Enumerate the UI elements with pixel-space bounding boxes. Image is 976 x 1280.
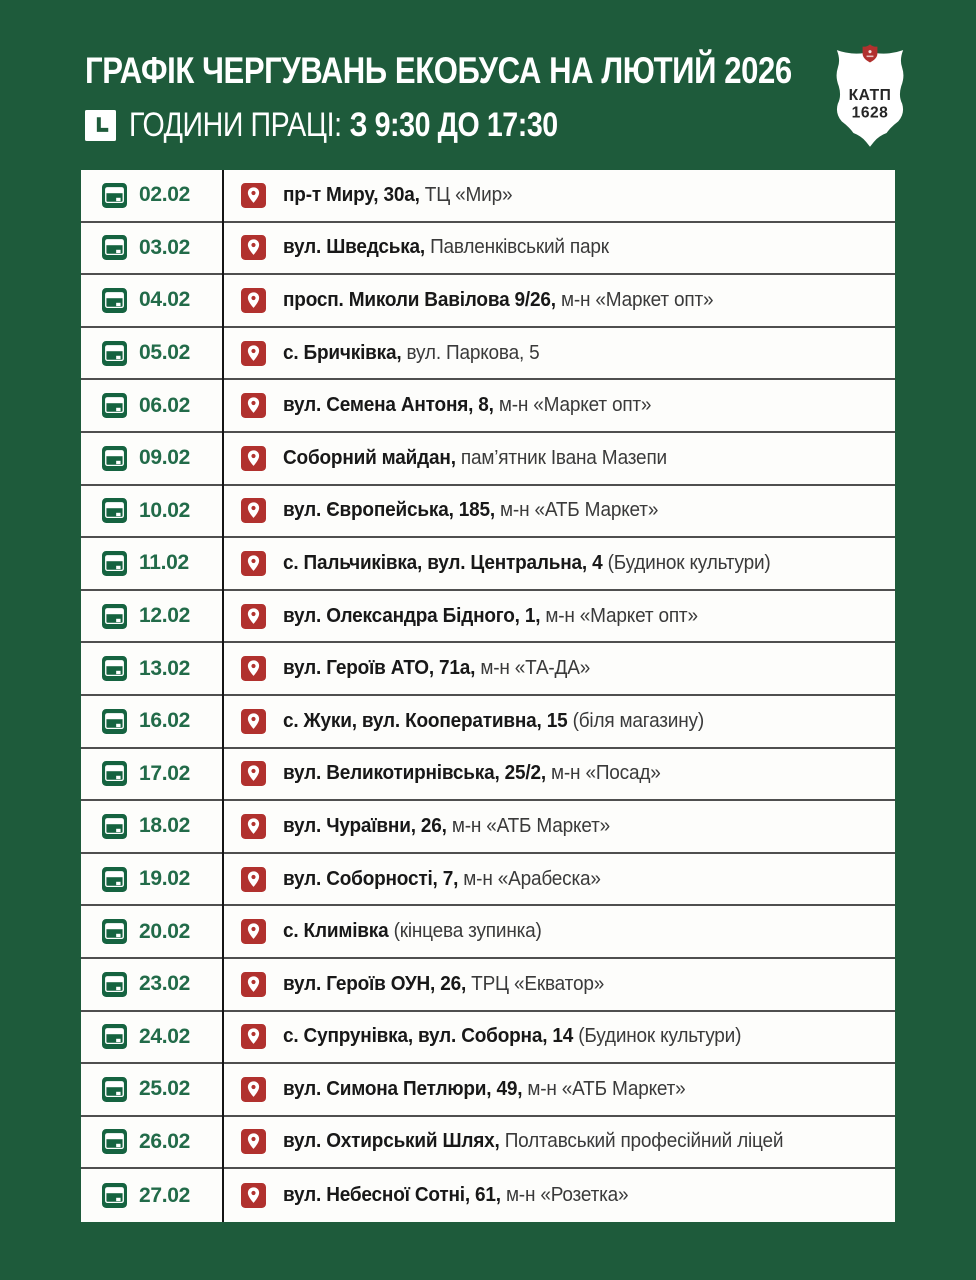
address-label xyxy=(283,973,604,996)
calendar-icon xyxy=(102,446,127,471)
address-detail: (біля магазину) xyxy=(572,709,704,732)
address-main: с. Жуки, вул. Кооперативна, 15 xyxy=(283,709,568,732)
clock-icon xyxy=(85,110,116,141)
calendar-icon xyxy=(102,761,127,786)
logo-line1: КАТП xyxy=(848,86,892,104)
calendar-icon xyxy=(102,919,127,944)
address-cell xyxy=(222,223,895,274)
address-detail: ТРЦ «Екватор» xyxy=(471,972,605,995)
address-label xyxy=(283,605,698,628)
location-pin-icon xyxy=(241,235,266,260)
address-label xyxy=(283,342,540,365)
address-cell xyxy=(222,170,895,221)
address-main: вул. Симона Петлюри, 49, xyxy=(283,1077,523,1100)
address-main: вул. Європейська, 185, xyxy=(283,499,495,522)
address-main: вул. Охтирський Шлях, xyxy=(283,1130,500,1153)
address-detail: м-н «Маркет опт» xyxy=(560,288,714,311)
address-cell xyxy=(222,749,895,800)
address-main: вул. Героїв ОУН, 26, xyxy=(283,972,467,995)
address-label xyxy=(283,184,512,207)
calendar-icon xyxy=(102,1183,127,1208)
date-label: 13.02 xyxy=(139,656,191,680)
date-label: 24.02 xyxy=(139,1024,191,1048)
date-label: 25.02 xyxy=(139,1077,191,1101)
address-main: Соборний майдан, xyxy=(283,446,456,469)
address-main: вул. Семена Антоня, 8, xyxy=(283,394,494,417)
calendar-icon xyxy=(102,1077,127,1102)
location-pin-icon xyxy=(241,393,266,418)
calendar-icon xyxy=(102,867,127,892)
schedule-table xyxy=(81,170,895,1222)
address-cell xyxy=(222,1117,895,1168)
location-pin-icon xyxy=(241,709,266,734)
date-label: 04.02 xyxy=(139,288,191,312)
address-detail: м-н «АТБ Маркет» xyxy=(527,1077,686,1100)
date-label: 02.02 xyxy=(139,183,191,207)
date-label: 19.02 xyxy=(139,867,191,891)
address-detail: вул. Паркова, 5 xyxy=(406,341,540,364)
location-pin-icon xyxy=(241,446,266,471)
date-cell xyxy=(81,275,222,326)
location-pin-icon xyxy=(241,919,266,944)
address-main: вул. Шведська, xyxy=(283,236,425,259)
address-main: просп. Миколи Вавілова 9/26, xyxy=(283,288,556,311)
address-label xyxy=(283,289,713,312)
location-pin-icon xyxy=(241,972,266,997)
address-cell xyxy=(222,538,895,589)
header xyxy=(85,50,926,145)
date-label: 12.02 xyxy=(139,604,191,628)
location-pin-icon xyxy=(241,551,266,576)
table-row xyxy=(81,538,895,591)
date-label: 05.02 xyxy=(139,341,191,365)
address-detail: Павленківський парк xyxy=(430,236,609,259)
address-detail: м-н «АТБ Маркет» xyxy=(500,499,659,522)
address-cell xyxy=(222,959,895,1010)
address-detail: (кінцева зупинка) xyxy=(393,920,542,943)
date-label: 26.02 xyxy=(139,1129,191,1153)
date-cell xyxy=(81,433,222,484)
address-cell xyxy=(222,591,895,642)
date-cell xyxy=(81,749,222,800)
table-row xyxy=(81,591,895,644)
table-row xyxy=(81,1169,895,1222)
logo-line2: 1628 xyxy=(851,104,889,122)
address-cell xyxy=(222,275,895,326)
address-label xyxy=(283,815,610,838)
date-label: 11.02 xyxy=(139,551,189,575)
date-cell xyxy=(81,380,222,431)
address-main: вул. Небесної Сотні, 61, xyxy=(283,1184,501,1207)
table-row xyxy=(81,433,895,486)
date-cell xyxy=(81,906,222,957)
date-cell xyxy=(81,538,222,589)
location-pin-icon xyxy=(241,1129,266,1154)
table-row xyxy=(81,959,895,1012)
calendar-icon xyxy=(102,604,127,629)
table-row xyxy=(81,749,895,802)
address-main: с. Пальчиківка, вул. Центральна, 4 xyxy=(283,551,603,574)
address-detail: м-н «Маркет опт» xyxy=(545,604,698,627)
table-row xyxy=(81,801,895,854)
address-main: вул. Героїв АТО, 71а, xyxy=(283,657,476,680)
address-detail: м-н «Посад» xyxy=(551,762,661,785)
hours-value: З 9:30 ДО 17:30 xyxy=(349,106,558,144)
address-detail: м-н «АТБ Маркет» xyxy=(451,814,610,837)
date-label: 17.02 xyxy=(139,761,191,785)
date-cell xyxy=(81,696,222,747)
address-cell xyxy=(222,1064,895,1115)
calendar-icon xyxy=(102,1024,127,1049)
address-cell xyxy=(222,854,895,905)
address-main: с. Бричківка, xyxy=(283,341,402,364)
address-label xyxy=(283,762,661,785)
address-main: вул. Великотирнівська, 25/2, xyxy=(283,762,546,785)
table-row xyxy=(81,1064,895,1117)
table-row xyxy=(81,223,895,276)
address-main: вул. Олександра Бідного, 1, xyxy=(283,604,541,627)
date-cell xyxy=(81,486,222,537)
calendar-icon xyxy=(102,1129,127,1154)
address-detail: ТЦ «Мир» xyxy=(424,183,513,206)
date-label: 09.02 xyxy=(139,446,191,470)
calendar-icon xyxy=(102,341,127,366)
address-cell xyxy=(222,1012,895,1063)
table-row xyxy=(81,486,895,539)
address-detail: м-н «Розетка» xyxy=(505,1184,629,1207)
address-label xyxy=(283,1130,783,1153)
address-cell xyxy=(222,1169,895,1222)
address-cell xyxy=(222,906,895,957)
date-cell xyxy=(81,959,222,1010)
address-label xyxy=(283,236,609,259)
location-pin-icon xyxy=(241,183,266,208)
date-label: 23.02 xyxy=(139,972,191,996)
calendar-icon xyxy=(102,393,127,418)
address-detail: м-н «ТА-ДА» xyxy=(480,657,591,680)
address-label xyxy=(283,1184,628,1207)
table-row xyxy=(81,643,895,696)
location-pin-icon xyxy=(241,867,266,892)
page-title: ГРАФІК ЧЕРГУВАНЬ ЕКОБУСА НА ЛЮТИЙ 2026 xyxy=(85,50,792,91)
address-detail: пам’ятник Івана Мазепи xyxy=(460,446,667,469)
calendar-icon xyxy=(102,183,127,208)
address-main: с. Климівка xyxy=(283,920,389,943)
address-label xyxy=(283,1078,686,1101)
date-cell xyxy=(81,1012,222,1063)
calendar-icon xyxy=(102,498,127,523)
date-label: 06.02 xyxy=(139,393,191,417)
table-row xyxy=(81,1117,895,1170)
address-label xyxy=(283,499,658,522)
date-cell xyxy=(81,643,222,694)
date-cell xyxy=(81,328,222,379)
address-cell xyxy=(222,380,895,431)
date-cell xyxy=(81,801,222,852)
calendar-icon xyxy=(102,656,127,681)
table-row xyxy=(81,170,895,223)
address-cell xyxy=(222,433,895,484)
working-hours-text xyxy=(129,106,558,145)
address-cell xyxy=(222,328,895,379)
address-cell xyxy=(222,486,895,537)
location-pin-icon xyxy=(241,814,266,839)
address-label xyxy=(283,1025,741,1048)
hours-label: ГОДИНИ ПРАЦІ: xyxy=(129,106,342,144)
table-row xyxy=(81,275,895,328)
address-label xyxy=(283,394,651,417)
address-detail: м-н «Маркет опт» xyxy=(498,394,652,417)
address-main: с. Супрунівка, вул. Соборна, 14 xyxy=(283,1025,574,1048)
table-row xyxy=(81,1012,895,1065)
date-cell xyxy=(81,854,222,905)
location-pin-icon xyxy=(241,761,266,786)
company-logo xyxy=(831,44,909,148)
address-main: вул. Чураївни, 26, xyxy=(283,814,447,837)
working-hours-line xyxy=(85,106,926,145)
date-cell xyxy=(81,1169,222,1222)
calendar-icon xyxy=(102,814,127,839)
address-cell xyxy=(222,696,895,747)
location-pin-icon xyxy=(241,604,266,629)
table-row xyxy=(81,854,895,907)
location-pin-icon xyxy=(241,1024,266,1049)
table-row xyxy=(81,696,895,749)
calendar-icon xyxy=(102,235,127,260)
address-detail: м-н «Арабеска» xyxy=(463,867,601,890)
calendar-icon xyxy=(102,709,127,734)
calendar-icon xyxy=(102,288,127,313)
date-label: 27.02 xyxy=(139,1183,191,1207)
location-pin-icon xyxy=(241,498,266,523)
date-label: 16.02 xyxy=(139,709,191,733)
address-detail: (Будинок культури) xyxy=(578,1025,742,1048)
address-label xyxy=(283,552,771,575)
location-pin-icon xyxy=(241,288,266,313)
date-cell xyxy=(81,170,222,221)
calendar-icon xyxy=(102,972,127,997)
address-label xyxy=(283,447,667,470)
table-row xyxy=(81,380,895,433)
address-label xyxy=(283,868,601,891)
location-pin-icon xyxy=(241,656,266,681)
location-pin-icon xyxy=(241,341,266,366)
date-label: 10.02 xyxy=(139,498,191,522)
calendar-icon xyxy=(102,551,127,576)
date-cell xyxy=(81,223,222,274)
location-pin-icon xyxy=(241,1183,266,1208)
address-detail: Полтавський професійний ліцей xyxy=(504,1130,784,1153)
address-cell xyxy=(222,801,895,852)
date-label: 03.02 xyxy=(139,235,191,259)
address-label xyxy=(283,920,542,943)
table-row xyxy=(81,906,895,959)
address-cell xyxy=(222,643,895,694)
column-divider xyxy=(222,170,224,1222)
date-label: 20.02 xyxy=(139,919,191,943)
date-cell xyxy=(81,1117,222,1168)
address-label xyxy=(283,710,704,733)
location-pin-icon xyxy=(241,1077,266,1102)
date-cell xyxy=(81,1064,222,1115)
address-main: пр-т Миру, 30а, xyxy=(283,183,420,206)
address-label xyxy=(283,657,590,680)
date-cell xyxy=(81,591,222,642)
address-main: вул. Соборності, 7, xyxy=(283,867,459,890)
address-detail: (Будинок культури) xyxy=(607,551,771,574)
table-row xyxy=(81,328,895,381)
date-label: 18.02 xyxy=(139,814,191,838)
